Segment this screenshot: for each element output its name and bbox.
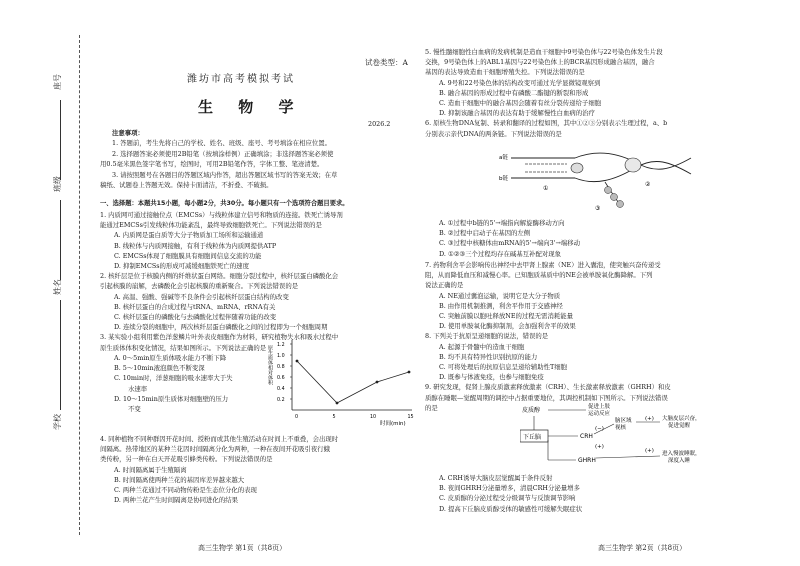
right-line-3: A. 9号和22号染色体的结构改变可通过光学显微镜观察到 <box>439 78 601 87</box>
right-line2-6: D. 使用单胺氧化酶抑制剂，会加强利舍平的效果 <box>439 322 576 331</box>
footer-right: 高三生物学 第2页（共8页） <box>598 544 687 552</box>
q9-cortex-label: 皮质醇 <box>522 407 541 414</box>
q3-option-1: B. 5～10min液泡颜色不断变深 <box>114 364 205 373</box>
q3-chart-point-5 <box>336 402 339 405</box>
binding-dashed-line <box>79 35 80 535</box>
left-line-9: B. 核纤层蛋白的合成过程与tRNA、mRNA、rRNA有关 <box>114 302 276 311</box>
right-line2-4: B. 由作用机制推测，利舍平作用于交感神经 <box>439 301 563 310</box>
left-line-0: 1. 内质网可通过接触位点（EMCSs）与线粒体建立信号和物质的连接。铁死亡诱导剂 <box>100 211 343 219</box>
left-line-5: D. 抑制EMCSs的形成可减缓细胞铁死亡的速度 <box>114 262 249 270</box>
q6-strand-a-label: a链 <box>499 155 508 161</box>
q3-xtick-2: 10 <box>370 415 377 420</box>
q9-ghrh-label: GHRH <box>578 457 596 464</box>
q3-chart-point-10 <box>376 381 379 384</box>
left-line2-3: A. 时间隔离属于生殖隔离 <box>114 465 187 474</box>
notice-item-1: 2. 选择题答案必须使用2B铅笔（按填涂样例）正确填涂；非选择题答案必须使 <box>112 149 334 158</box>
q9-hypothalamus-label: 下丘脑 <box>523 434 542 441</box>
q9-minus-1: (−) <box>595 426 604 432</box>
right-line2-8: A. 起源于骨髓中的造血干细胞 <box>439 342 525 351</box>
exam-date: 2026.2 <box>368 120 391 128</box>
notice-item-2: 用0.5毫米黑色签字笔书写，绘图时，可用2B铅笔作答，字体工整、笔迹清楚。 <box>100 160 324 168</box>
binding-sidebar <box>0 0 70 566</box>
q3-xtick-3: 15 <box>407 415 414 420</box>
q3-option-0: A. 0～5min原生质体吸水能力不断下降 <box>114 354 227 362</box>
q9-option-1: B. 夜间GHRH分泌量增多，清晨CRH分泌量增多 <box>439 484 580 493</box>
left-line2-1: 间隔离。热带地区的某种兰花因时间隔离分化为两种，一种在夜间开花吸引夜行蛾 <box>100 445 331 454</box>
q3-ytick-4: 1.0 <box>277 354 285 359</box>
q9-brainstem-label-2: 视核 <box>615 425 627 431</box>
q6-strand-b-label: b链 <box>499 176 508 182</box>
right-line-5: C. 造血干细胞中的融合基因会随着有丝分裂传递给子细胞 <box>439 99 602 107</box>
q3-chart-curve <box>297 361 409 403</box>
q3-option-5: 不变 <box>128 405 141 413</box>
q3-ytick-2: 0.6 <box>277 376 285 381</box>
q6-ribosome-2 <box>611 194 618 201</box>
q6-ribosome-3 <box>617 201 624 208</box>
q9-option-0: A. CRH诱导大脑皮层觉醒属于条件反射 <box>439 474 553 482</box>
left-line-11: D. 连续分裂的细胞中，两次核纤层蛋白磷酸化之间的过程即为一个细胞周期 <box>114 323 328 332</box>
q9-arousal-label-2: 促进觉醒 <box>668 423 691 429</box>
right-line2-9: B. 均不具有特异性识别抗原的能力 <box>439 352 538 361</box>
left-line-3: B. 线粒体与内质网接触，有利于线粒体为内质网提供ATP <box>114 241 277 250</box>
left-line2-5: C. 两种兰花通过不同动物传粉是生态位分化的表现 <box>114 486 257 494</box>
left-line-6: 2. 核纤层是位于核膜内侧的纤维状蛋白网络。细胞分裂过程中，核纤层蛋白磷酸化会 <box>100 272 339 281</box>
left-line-13: 原生质体体积变化情况，结果如图所示。下列说法正确的是 <box>100 343 267 352</box>
notice-item-0: 1. 答题前，考生先将自己的学校、姓名、班级、座号、考号填涂在相应位置。 <box>112 139 332 147</box>
sidebar-name-label: 姓名 <box>53 279 62 295</box>
q9-brainstem-label: 脑区域 <box>615 418 632 424</box>
q9-option-3: D. 提高下丘脑皮质醇受体的敏感性可缓解失眠症状 <box>439 504 583 513</box>
right-line2-13: 质醇在睡眠—觉醒周期的调控中占据重要地位，其调控机制如下图所示。下列说法错误 <box>425 393 668 402</box>
q3-xtick-0: 0 <box>295 415 299 420</box>
notice-item-4: 稿纸、试题卷上答题无效。保持卡面清洁，不折叠、不破损。 <box>100 181 273 189</box>
right-line2-0: 7. 药物利舍平会影响传出神经中去甲肾上腺素（NE）进入囊泡，使突触兴奋传递受 <box>425 261 661 269</box>
right-line2-11: D. 既参与体液免疫，也参与细胞免疫 <box>439 373 544 382</box>
right-line2-1: 阻，从而降低血压和减慢心率。已知胞质基质中的NE会被单胺氧化酶降解。下列 <box>425 271 653 280</box>
right-line-2: 基因的表达导致造血干细胞增殖失控。下列说法错误的是 <box>425 68 585 77</box>
q6-option-2: C. ③过程中核糖体由mRNA的5'→端向3'→端移动 <box>439 239 580 248</box>
q9-arousal-label: 大脑皮层兴奋， <box>662 416 701 422</box>
left-line-8: A. 高温、强酸、强碱等不良条件会引起核纤层蛋白结构的改变 <box>114 292 289 301</box>
footer-left: 高三生物学 第1页（共8页） <box>198 544 287 552</box>
q6-ribosome-1 <box>605 187 612 194</box>
right-line-7: 6. 原核生物DNA复制、转录和翻译的过程如图，其中①②③分别表示生理过程，a、b <box>425 119 668 128</box>
q6-enzyme-1 <box>571 163 583 173</box>
left-line-1: 能通过EMCSs引发线粒体功能紊乱，最终导致细胞铁死亡。下列说法错误的是 <box>100 221 322 230</box>
right-line2-14: 的是 <box>425 403 438 412</box>
left-line2-0: 4. 同种植物不同种群因开花时间、授粉而或其他生殖活动在时间上不重叠，会出现时 <box>100 435 339 443</box>
q3-option-4: D. 10～15min原生质体对细胞壁的压力 <box>114 394 229 403</box>
left-line-2: A. 内质网是蛋白质等大分子物质加工场所和运输通道 <box>114 231 264 240</box>
q3-xtick-1: 5 <box>332 415 336 420</box>
sidebar-school-line <box>60 300 61 410</box>
q3-chart-point-15 <box>408 371 411 374</box>
sidebar-school-label: 学校 <box>53 414 62 430</box>
q3-ytick-5: 1.2 <box>277 343 285 348</box>
q9-regulation-diagram <box>520 400 720 472</box>
left-line2-2: 类传粉，另一种在白天开花吸引蜂类传粉。下列说法错误的是 <box>100 455 273 464</box>
right-line-4: B. 融合基因的形成过程中有磷酸二酯键的断裂和形成 <box>439 88 589 97</box>
sidebar-class-line <box>60 100 61 180</box>
right-line2-5: C. 突触前膜以胞吐释放NE的过程无需消耗能量 <box>439 312 574 320</box>
left-line2-6: D. 两种兰花产生时间隔离是协同进化的结果 <box>114 496 238 505</box>
q6-option-0: A. ①过程中b链的5'→端指向解旋酶移动方向 <box>439 219 565 227</box>
left-line2-4: B. 时间隔离使两种兰花的基因库差异越来越大 <box>114 475 245 484</box>
q3-chart-ylabel: 原生质体相对体积 <box>267 345 273 385</box>
right-line2-7: 8. 下列关于抗原呈递细胞的说法，错误的是 <box>425 332 549 341</box>
q9-promote-label-2: 运动反应 <box>588 411 611 417</box>
q9-sleep-label: 进入慢波睡眠， <box>662 451 701 457</box>
q3-option-2: C. 10min时，洋葱细胞的吸水速率大于失 <box>114 374 233 383</box>
subject-title: 生 物 学 <box>198 98 304 116</box>
exam-title: 潍坊市高考模拟考试 <box>187 74 295 85</box>
right-line2-3: A. NE通过囊泡运输，说明它是大分子物质 <box>439 291 561 300</box>
q6-process-2: ② <box>645 181 651 188</box>
sidebar-class-label: 班级 <box>53 176 62 192</box>
right-line-0: 5. 慢性髓细胞性白血病的发病机制是造血干细胞中9号染色体与22号染色体发生片段 <box>425 48 663 56</box>
q3-ytick-0: 0.2 <box>277 398 285 403</box>
section-one-heading: 一、选择题：本题共15小题，每小题2分，共30分。每小题只有一个选项符合题目要求。 <box>100 200 349 207</box>
q9-crh-label: CRH <box>580 433 593 440</box>
q6-option-3: D. ①②③三个过程均存在碱基互补配对现象 <box>439 249 562 258</box>
paper-type: 试卷类型：A <box>365 58 408 67</box>
sidebar-name-line <box>60 200 61 280</box>
right-line-8: 分别表示亲代DNA的两条链。下列说法错误的是 <box>425 129 562 138</box>
q6-dna-diagram <box>495 150 695 214</box>
q9-plus-3: (+) <box>645 448 654 454</box>
right-line2-10: C. 可将处理后的抗原信息呈递给辅助性T细胞 <box>439 363 568 371</box>
notice-heading: 注意事项： <box>112 129 144 137</box>
left-line-4: C. EMCSs体现了细胞膜具有细胞间信息交流的功能 <box>114 251 262 260</box>
q6-process-3: ③ <box>595 205 601 212</box>
q9-plus-1: (+) <box>645 416 654 422</box>
sidebar-examno-label: 座号 <box>53 74 62 90</box>
left-line-12: 3. 某实验小组利用紫色洋葱鳞片叶外表皮细胞作为材料，研究植物失水和吸水过程中 <box>100 333 339 342</box>
right-line-6: D. 抑制该融合基因的表达有助于缓解慢性白血病的治疗 <box>439 109 595 118</box>
left-line-7: 引起核膜的崩解，去磷酸化会引起核膜的重新聚合。下列说法错误的是 <box>100 282 299 291</box>
q6-enzyme-2 <box>625 158 641 172</box>
right-line-1: 交换，9号染色体上的ABL1基因与22号染色体上的BCR基因形成融合基因，融合 <box>425 58 655 67</box>
q3-chart-xlabel: 时间(min) <box>380 421 406 427</box>
q3-option-3: 水速率 <box>128 384 148 393</box>
q9-option-2: C. 皮质醇的分泌过程受分级调节与反馈调节影响 <box>439 494 576 503</box>
left-line-10: C. 核纤层蛋白的磷酸化与去磷酸化过程伴随着功能的改变 <box>114 313 277 321</box>
q3-chart-point-0 <box>296 360 299 363</box>
q3-chart <box>262 335 422 427</box>
q9-plus-2: (+) <box>595 444 604 450</box>
q9-sleep-label-2: 深度入睡 <box>668 458 691 464</box>
q9-promote-label: 促进上肢 <box>588 404 611 410</box>
q6-daughter-strands <box>525 164 567 172</box>
notice-item-3: 3. 请按照题号在各题目的答题区域内作答，超出答题区域书写的答案无效；在草 <box>112 170 338 179</box>
q3-ytick-3: 0.8 <box>277 365 285 370</box>
q6-option-1: B. ②过程中启动子在基因的左侧 <box>439 229 531 238</box>
right-line2-12: 9. 研究发现，促肾上腺皮质激素释放激素（CRH）、生长激素释放激素（GHRH）和皮 <box>425 383 671 392</box>
q3-ytick-1: 0.4 <box>277 387 285 392</box>
right-line2-2: 说法正确的是 <box>425 281 464 290</box>
q6-process-1: ① <box>543 185 549 192</box>
